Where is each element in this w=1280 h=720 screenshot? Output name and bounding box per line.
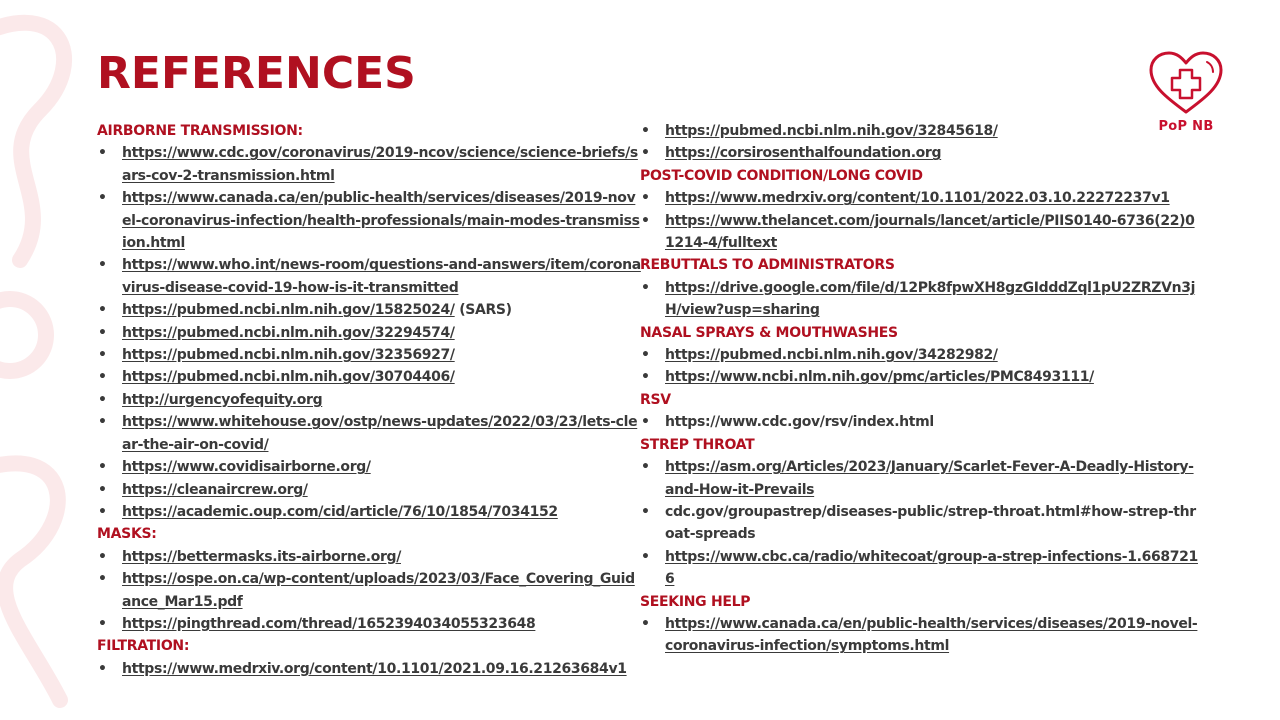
- reference-link[interactable]: https://pubmed.ncbi.nlm.nih.gov/15825024/: [122, 302, 455, 319]
- logo-text: PoP NB: [1158, 119, 1214, 134]
- reference-item: [97, 479, 642, 501]
- section-heading: REBUTTALS TO ADMINISTRATORS: [640, 257, 895, 274]
- page-title: REFERENCES: [97, 48, 416, 99]
- reference-list: [640, 277, 1200, 322]
- reference-list: [97, 142, 642, 523]
- section-heading: FILTRATION:: [97, 638, 190, 655]
- reference-link[interactable]: https://www.covidisairborne.org/: [122, 459, 371, 476]
- reference-item: [97, 501, 642, 523]
- reference-link[interactable]: https://asm.org/Articles/2023/January/Scarlet-Fever-A-Deadly-History-and-How-it-Prevails: [665, 459, 1194, 498]
- reference-item: [640, 613, 1200, 658]
- section-heading: RSV: [640, 391, 671, 408]
- reference-link[interactable]: https://pubmed.ncbi.nlm.nih.gov/32294574/: [122, 324, 455, 341]
- reference-item: [640, 142, 1200, 164]
- section-heading: POST-COVID CONDITION/LONG COVID: [640, 167, 923, 184]
- reference-item: [640, 277, 1200, 322]
- reference-list: [97, 658, 642, 680]
- section-heading: AIRBORNE TRANSMISSION:: [97, 123, 303, 139]
- section-heading: MASKS:: [97, 526, 157, 543]
- reference-list: [640, 187, 1200, 254]
- reference-link[interactable]: https://pingthread.com/thread/1652394034055323648: [122, 615, 536, 632]
- reference-list: [640, 344, 1200, 389]
- section-heading: STREP THROAT: [640, 436, 755, 453]
- reference-link[interactable]: https://academic.oup.com/cid/article/76/10/1854/7034152: [122, 503, 558, 520]
- reference-item: [97, 344, 642, 366]
- section-heading: SEEKING HELP: [640, 593, 751, 610]
- reference-link[interactable]: https://pubmed.ncbi.nlm.nih.gov/32845618/: [665, 123, 998, 139]
- reference-list: [640, 411, 1200, 433]
- reference-item: [640, 210, 1200, 255]
- reference-item: [97, 389, 642, 411]
- reference-link[interactable]: https://pubmed.ncbi.nlm.nih.gov/32356927/: [122, 347, 455, 364]
- reference-link[interactable]: https://pubmed.ncbi.nlm.nih.gov/34282982/: [665, 347, 998, 364]
- reference-item: [97, 366, 642, 388]
- reference-list: [640, 120, 1200, 165]
- reference-link[interactable]: https://www.medrxiv.org/content/10.1101/2021.09.16.21263684v1: [122, 660, 627, 677]
- reference-link[interactable]: https://www.canada.ca/en/public-health/services/diseases/2019-novel-coronavirus-infection/symptoms.html: [665, 615, 1198, 655]
- right-reference-column: [640, 120, 1200, 658]
- section-heading: NASAL SPRAYS & MOUTHWASHES: [640, 324, 898, 341]
- reference-list: [640, 613, 1200, 658]
- reference-link[interactable]: https://bettermasks.its-airborne.org/: [122, 548, 401, 565]
- reference-link[interactable]: https://www.medrxiv.org/content/10.1101/2022.03.10.22272237v1: [665, 190, 1170, 207]
- reference-link[interactable]: https://www.whitehouse.gov/ostp/news-updates/2022/03/23/lets-clear-the-air-on-covid/: [122, 414, 638, 453]
- reference-item: [640, 456, 1200, 501]
- reference-item: [640, 501, 1200, 546]
- reference-link[interactable]: https://www.who.int/news-room/questions-and-answers/item/coronavirus-disease-covid-19-how-is-it-transmitted: [122, 257, 641, 296]
- reference-link[interactable]: https://www.thelancet.com/journals/lancet/article/PIIS0140-6736(22)01214-4/fulltext: [665, 212, 1195, 252]
- reference-item: [97, 456, 642, 478]
- reference-item: [97, 187, 642, 254]
- reference-link[interactable]: https://www.ncbi.nlm.nih.gov/pmc/articles/PMC8493111/: [665, 369, 1094, 386]
- heart-plus-icon: [1147, 50, 1225, 116]
- reference-item: [97, 322, 642, 344]
- reference-item: [97, 299, 642, 321]
- reference-link[interactable]: https://drive.google.com/file/d/12Pk8fpwXH8gzGIdddZql1pU2ZRZVn3jH/view?usp=sharing: [665, 279, 1196, 319]
- reference-item: [640, 366, 1200, 388]
- reference-note: https://www.cdc.gov/rsv/index.html: [665, 414, 934, 431]
- reference-item: [640, 187, 1200, 209]
- reference-item: [97, 568, 642, 613]
- reference-note: cdc.gov/groupastrep/diseases-public/strep-throat.html#how-strep-throat-spreads: [665, 503, 1196, 543]
- reference-note: (SARS): [454, 302, 512, 319]
- reference-list: [97, 546, 642, 636]
- reference-item: [97, 254, 642, 299]
- reference-item: [97, 658, 642, 680]
- reference-link[interactable]: https://corsirosenthalfoundation.org: [665, 145, 942, 162]
- reference-link[interactable]: https://cleanaircrew.org/: [122, 481, 308, 498]
- reference-link[interactable]: https://ospe.on.ca/wp-content/uploads/2023/03/Face_Covering_Guidance_Mar15.pdf: [122, 571, 635, 610]
- left-reference-column: [97, 120, 642, 680]
- reference-list: [640, 456, 1200, 590]
- reference-link[interactable]: https://www.cdc.gov/coronavirus/2019-ncov/science/science-briefs/sars-cov-2-transmission.html: [122, 145, 638, 184]
- reference-item: [97, 613, 642, 635]
- reference-link[interactable]: https://www.cbc.ca/radio/whitecoat/group-a-strep-infections-1.6687216: [665, 548, 1198, 588]
- reference-item: [640, 120, 1200, 142]
- reference-link[interactable]: https://pubmed.ncbi.nlm.nih.gov/30704406/: [122, 369, 455, 386]
- reference-item: [640, 411, 1200, 433]
- reference-item: [97, 142, 642, 187]
- reference-item: [97, 546, 642, 568]
- reference-item: [640, 344, 1200, 366]
- reference-link[interactable]: https://www.canada.ca/en/public-health/services/diseases/2019-novel-coronavirus-infection/health-professionals/main-modes-transmission.html: [122, 190, 640, 252]
- reference-item: [97, 411, 642, 456]
- reference-link[interactable]: http://urgencyofequity.org: [122, 391, 323, 408]
- reference-item: [640, 546, 1200, 591]
